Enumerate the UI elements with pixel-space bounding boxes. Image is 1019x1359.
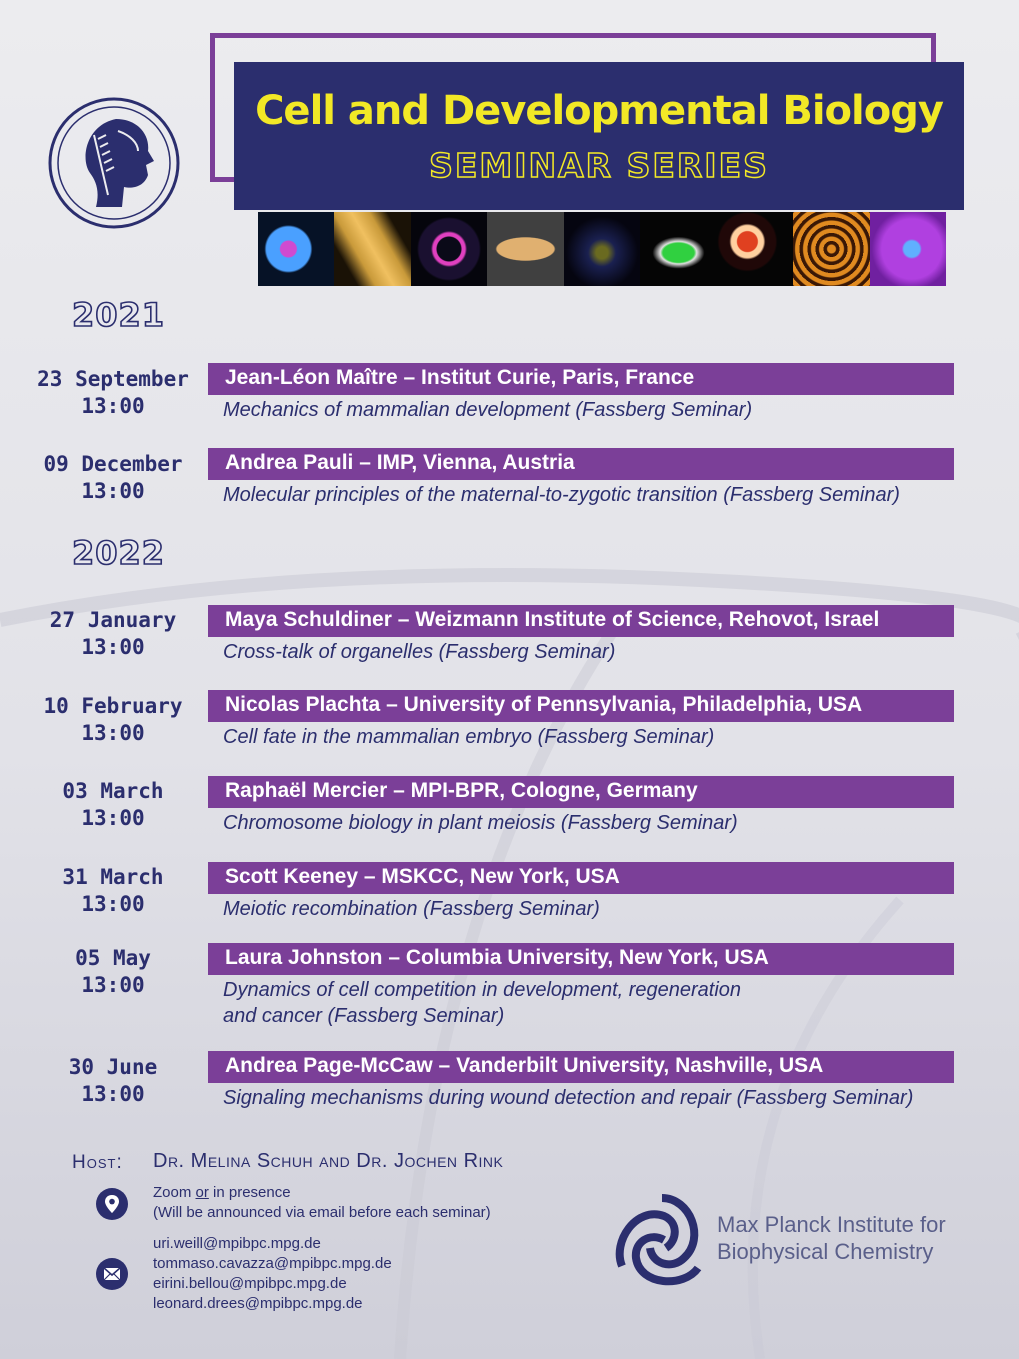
event-title (223, 977, 963, 1029)
event-day: 31 March (62, 865, 164, 889)
location-pin-icon (96, 1188, 128, 1220)
event-title-line: Dynamics of cell competition in development, regeneration (223, 979, 742, 1001)
microscopy-image (717, 212, 793, 286)
microscopy-image-strip (258, 212, 946, 286)
email-link[interactable]: leonard.drees@mpibpc.mpg.de (153, 1295, 363, 1312)
host-label: Host: (72, 1152, 123, 1173)
email-link[interactable]: tommaso.cavazza@mpibpc.mpg.de (153, 1255, 392, 1272)
event-date (18, 945, 208, 999)
page-title: Cell and Developmental Biology (255, 88, 943, 134)
location-note: (Will be announced via email before each seminar) (153, 1204, 491, 1221)
event-date (18, 607, 208, 661)
event-title: Chromosome biology in plant meiosis (Fassberg Seminar) (223, 812, 738, 834)
microscopy-image (487, 212, 563, 286)
location-info (153, 1183, 491, 1223)
event-date (18, 1054, 208, 1108)
event-title: Mechanics of mammalian development (Fassberg Seminar) (223, 399, 753, 421)
event-speaker: Raphaël Mercier – MPI-BPR, Cologne, Germany (225, 779, 698, 802)
microscopy-image (258, 212, 334, 286)
header-frame-right (931, 33, 936, 65)
event-title-line: and cancer (Fassberg Seminar) (223, 1005, 505, 1027)
event-day: 05 May (75, 946, 151, 970)
event-title: Signaling mechanisms during wound detection and repair (Fassberg Seminar) (223, 1087, 914, 1109)
microscopy-image (564, 212, 640, 286)
event-date (18, 693, 208, 747)
email-link[interactable]: eirini.bellou@mpibpc.mpg.de (153, 1275, 347, 1292)
event-day: 10 February (43, 694, 183, 718)
event-day: 30 June (68, 1055, 158, 1079)
microscopy-image (640, 212, 716, 286)
event-speaker-bar (208, 363, 954, 395)
microscopy-image (411, 212, 487, 286)
event-speaker-bar (208, 448, 954, 480)
event-speaker-bar (208, 776, 954, 808)
contact-emails (153, 1234, 392, 1314)
institute-name-line: Max Planck Institute for (717, 1212, 946, 1237)
event-speaker: Jean-Léon Maître – Institut Curie, Paris, France (225, 366, 695, 389)
event-date (18, 778, 208, 832)
event-date (18, 366, 208, 420)
event-speaker: Andrea Page-McCaw – Vanderbilt University, Nashville, USA (225, 1054, 824, 1077)
event-title: Cross-talk of organelles (Fassberg Seminar) (223, 641, 616, 663)
event-speaker: Laura Johnston – Columbia University, New York, USA (225, 946, 769, 969)
event-time: 13:00 (81, 892, 145, 916)
event-speaker-bar (208, 943, 954, 975)
event-day: 27 January (49, 608, 177, 632)
event-day: 09 December (43, 452, 183, 476)
event-speaker-bar (208, 690, 954, 722)
event-time: 13:00 (81, 479, 145, 503)
event-speaker-bar (208, 1051, 954, 1083)
host-names: Dr. Melina Schuh and Dr. Jochen Rink (153, 1150, 504, 1172)
header-banner (234, 62, 964, 210)
microscopy-image (793, 212, 869, 286)
event-day: 03 March (62, 779, 164, 803)
page-subtitle: SEMINAR SERIES (429, 146, 769, 185)
event-time: 13:00 (81, 635, 145, 659)
location-text: in presence (208, 1184, 291, 1201)
event-time: 13:00 (81, 721, 145, 745)
microscopy-image (870, 212, 946, 286)
event-speaker-bar (208, 862, 954, 894)
location-or: or (195, 1184, 209, 1201)
year-heading-2022: 2022 (72, 534, 166, 572)
event-time: 13:00 (81, 394, 145, 418)
event-speaker-bar (208, 605, 954, 637)
max-planck-seal-logo (46, 95, 182, 231)
mpi-triskelion-logo (610, 1188, 714, 1292)
email-link[interactable]: uri.weill@mpibpc.mpg.de (153, 1235, 321, 1252)
event-title: Cell fate in the mammalian embryo (Fassberg Seminar) (223, 726, 715, 748)
event-title: Meiotic recombination (Fassberg Seminar) (223, 898, 600, 920)
event-time: 13:00 (81, 1082, 145, 1106)
event-speaker: Scott Keeney – MSKCC, New York, USA (225, 865, 620, 888)
location-text: Zoom (153, 1184, 196, 1201)
event-title: Molecular principles of the maternal-to-zygotic transition (Fassberg Seminar) (223, 484, 900, 506)
event-day: 23 September (37, 367, 189, 391)
event-speaker: Maya Schuldiner – Weizmann Institute of Science, Rehovot, Israel (225, 608, 880, 631)
event-speaker: Andrea Pauli – IMP, Vienna, Austria (225, 451, 575, 474)
event-date (18, 451, 208, 505)
event-time: 13:00 (81, 973, 145, 997)
microscopy-image (334, 212, 410, 286)
event-time: 13:00 (81, 806, 145, 830)
institute-name (717, 1211, 946, 1265)
year-heading-2021: 2021 (72, 296, 166, 334)
event-speaker: Nicolas Plachta – University of Pennsylvania, Philadelphia, USA (225, 693, 863, 716)
event-date (18, 864, 208, 918)
institute-name-line: Biophysical Chemistry (717, 1239, 934, 1264)
mail-icon (96, 1258, 128, 1290)
